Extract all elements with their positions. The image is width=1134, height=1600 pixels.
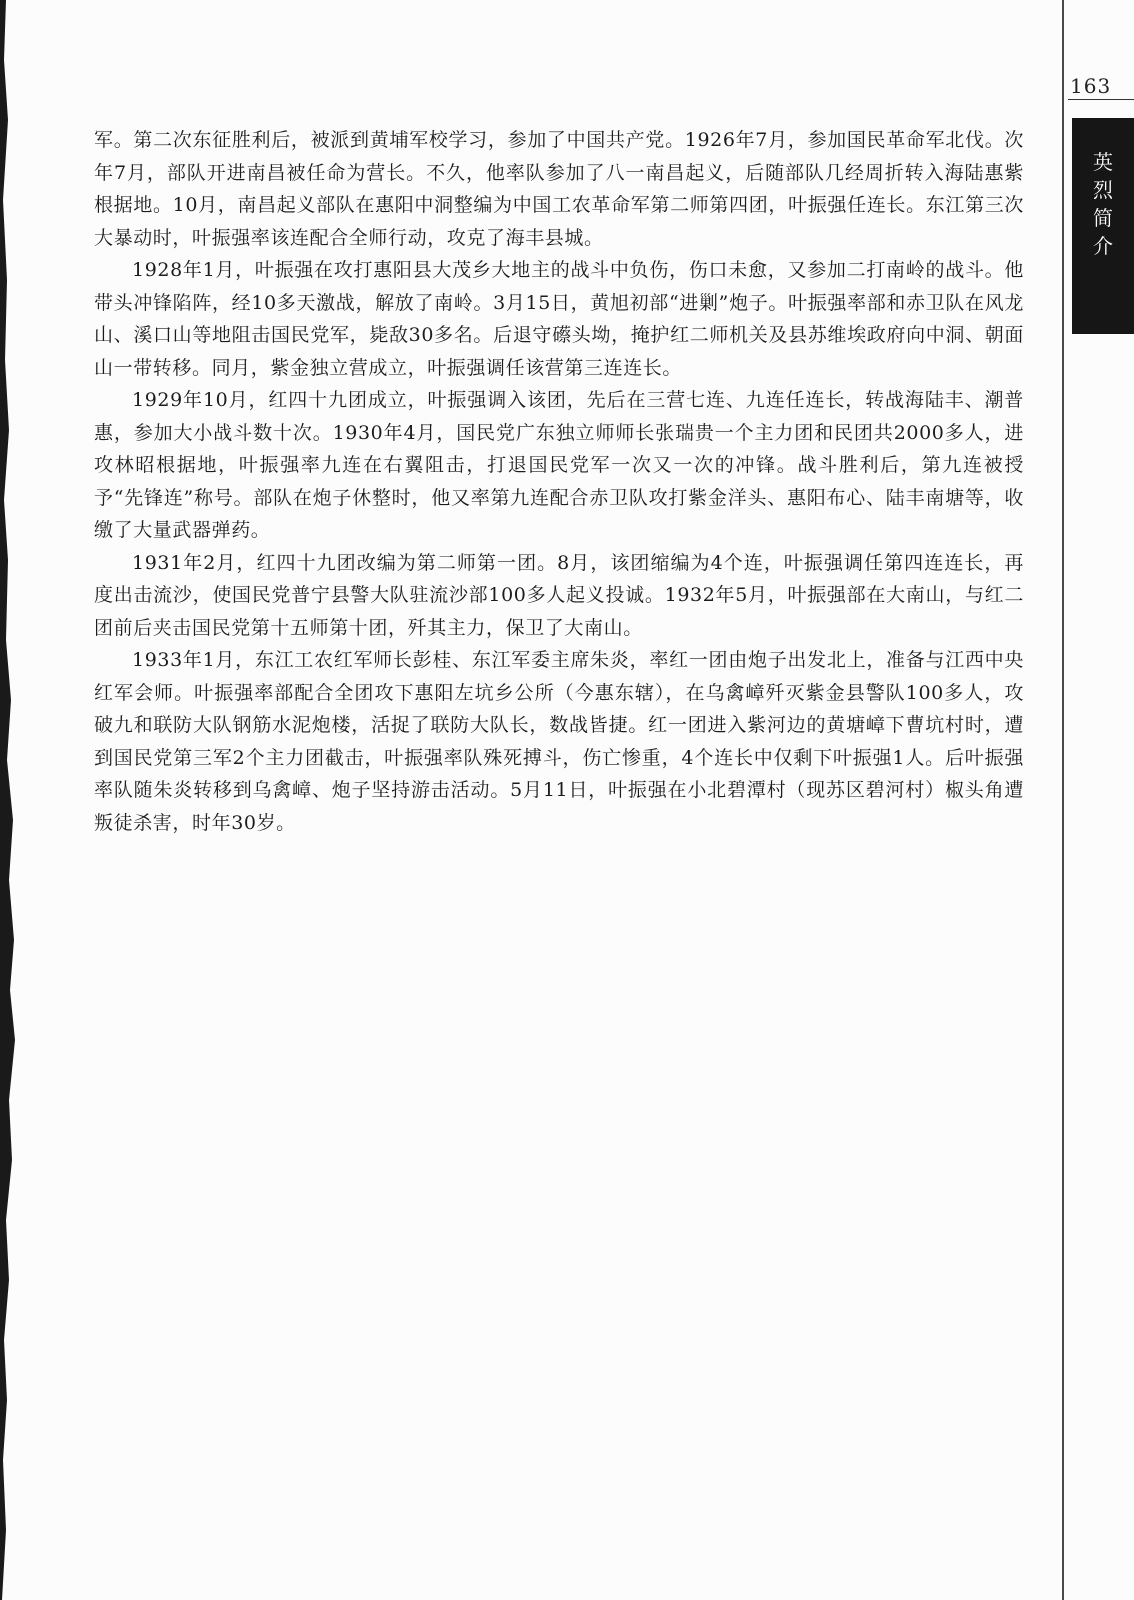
paragraph: 1933年1月，东江工农红军师长彭桂、东江军委主席朱炎，率红一团由炮子出发北上，准备与江西中央红军会师。叶振强率部配合全团攻下惠阳左坑乡公所（今惠东辖），在乌禽嶂歼灭紫金县警队100多人，攻破九和联防大队钢筋水泥炮楼，活捉了联防大队长，数战皆捷。红一团进入紫河边的黄塘嶂下曹坑村时，遭到国民党第三军2个主力团截击，叶振强率队殊死搏斗，伤亡惨重，4个连长中仅剩下叶振强1人。后叶振强率队随朱炎转移到乌禽嶂、炮子坚持游击活动。5月11日，叶振强在小北碧潭村（现苏区碧河村）椒头角遭叛徒杀害，时年30岁。	[94, 649, 1024, 834]
page-number-underline	[1068, 99, 1134, 100]
paragraph: 1931年2月，红四十九团改编为第二师第一团。8月，该团缩编为4个连，叶振强调任第四连连长，再度出击流沙，使国民党普宁县警大队驻流沙部100多人起义投诚。1932年5月，叶振强部在大南山，与红二团前后夹击国民党第十五师第十团，歼其主力，保卫了大南山。	[94, 551, 1024, 639]
section-tab-char: 烈	[1093, 178, 1113, 202]
right-margin-rule	[1062, 0, 1064, 1600]
paragraph: 1928年1月，叶振强在攻打惠阳县大茂乡大地主的战斗中负伤，伤口未愈，又参加二打南岭的战斗。他带头冲锋陷阵，经10多天激战，解放了南岭。3月15日，黄旭初部“进剿”炮子。叶振强率部和赤卫队在风龙山、溪口山等地阻击国民党军，毙敌30多名。后退守礤头坳，掩护红二师机关及县苏维埃政府向中洞、朝面山一带转移。同月，紫金独立营成立，叶振强调任该营第三连连长。	[94, 259, 1024, 379]
page-number: 163	[1070, 74, 1112, 98]
section-tab-char: 介	[1093, 234, 1113, 258]
section-tab-char: 英	[1093, 150, 1113, 174]
section-tab	[1072, 118, 1134, 334]
body-text	[94, 124, 1024, 839]
scan-edge-shadow	[0, 0, 16, 1600]
paragraph: 1929年10月，红四十九团成立，叶振强调入该团，先后在三营七连、九连任连长，转战海陆丰、潮普惠，参加大小战斗数十次。1930年4月，国民党广东独立师师长张瑞贵一个主力团和民团共2000多人，进攻林昭根据地，叶振强率九连在右翼阻击，打退国民党军一次又一次的冲锋。战斗胜利后，第九连被授予“先锋连”称号。部队在炮子休整时，他又率第九连配合赤卫队攻打紫金洋头、惠阳布心、陆丰南塘等，收缴了大量武器弹药。	[94, 389, 1024, 541]
section-tab-char: 简	[1093, 206, 1113, 230]
paragraph-continued: 军。第二次东征胜利后，被派到黄埔军校学习，参加了中国共产党。1926年7月，参加国民革命军北伐。次年7月，部队开进南昌被任命为营长。不久，他率队参加了八一南昌起义，后随部队几经周折转入海陆惠紫根据地。10月，南昌起义部队在惠阳中洞整编为中国工农革命军第二师第四团，叶振强任连长。东江第三次大暴动时，叶振强率该连配合全师行动，攻克了海丰县城。	[94, 129, 1024, 249]
